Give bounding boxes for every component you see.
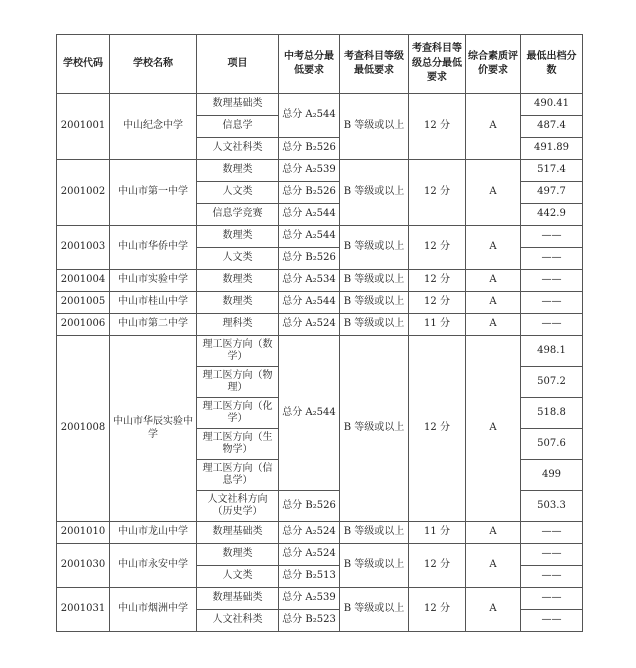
min-score: 497.7 [521,182,583,204]
quality-requirement: A [466,226,521,270]
school-name: 中山市实验中学 [110,270,197,292]
quality-requirement: A [466,94,521,160]
zhongkao-requirement: 总分 A₂534 [279,270,340,292]
min-score: —— [521,314,583,336]
subject-grade-requirement: B 等级或以上 [340,94,409,160]
item-name: 数理基础类 [197,588,279,610]
school-name: 中山市桂山中学 [110,292,197,314]
min-score: —— [521,566,583,588]
min-score: —— [521,544,583,566]
school-code: 2001031 [57,588,110,632]
min-score: 487.4 [521,116,583,138]
school-name: 中山市永安中学 [110,544,197,588]
item-name: 信息学竞赛 [197,204,279,226]
item-name: 人文类 [197,248,279,270]
min-score: 499 [521,460,583,491]
subject-grade-requirement: B 等级或以上 [340,588,409,632]
item-name: 数理类 [197,226,279,248]
item-name: 理工医方向（化学） [197,398,279,429]
zhongkao-requirement: 总分 B₂526 [279,491,340,522]
school-code: 2001004 [57,270,110,292]
table-row [57,544,583,566]
zhongkao-requirement: 总分 A₂544 [279,204,340,226]
quality-requirement: A [466,336,521,522]
school-code: 2001008 [57,336,110,522]
school-code: 2001001 [57,94,110,160]
subject-grade-requirement: B 等级或以上 [340,160,409,226]
zhongkao-requirement: 总分 B₂526 [279,182,340,204]
school-name: 中山纪念中学 [110,94,197,160]
item-name: 数理类 [197,292,279,314]
subject-grade-requirement: B 等级或以上 [340,314,409,336]
table-row [57,270,583,292]
subject-grade-requirement: B 等级或以上 [340,544,409,588]
min-score: 507.6 [521,429,583,460]
quality-requirement: A [466,314,521,336]
school-code: 2001006 [57,314,110,336]
min-score: 498.1 [521,336,583,367]
quality-requirement: A [466,270,521,292]
grade-total-requirement: 12 分 [409,292,466,314]
header-zhongkao-min: 中考总分最低要求 [279,35,340,94]
subject-grade-requirement: B 等级或以上 [340,522,409,544]
zhongkao-requirement: 总分 A₂544 [279,292,340,314]
min-score: 507.2 [521,367,583,398]
school-name: 中山市烟洲中学 [110,588,197,632]
item-name: 数理基础类 [197,522,279,544]
zhongkao-requirement: 总分 A₂539 [279,160,340,182]
min-score: 491.89 [521,138,583,160]
subject-grade-requirement: B 等级或以上 [340,270,409,292]
table-row [57,160,583,182]
grade-total-requirement: 12 分 [409,94,466,160]
zhongkao-requirement: 总分 B₂513 [279,566,340,588]
zhongkao-requirement: 总分 B₂526 [279,138,340,160]
min-score: —— [521,522,583,544]
min-score: —— [521,248,583,270]
item-name: 数理类 [197,270,279,292]
admission-score-table [56,34,583,632]
grade-total-requirement: 12 分 [409,544,466,588]
item-name: 理工医方向（生物学） [197,429,279,460]
school-name: 中山市第二中学 [110,314,197,336]
header-grade-total-min: 考查科目等级总分最低要求 [409,35,466,94]
zhongkao-requirement: 总分 B₂523 [279,610,340,632]
zhongkao-requirement: 总分 A₂544 [279,226,340,248]
school-name: 中山市龙山中学 [110,522,197,544]
table-row [57,522,583,544]
min-score: —— [521,610,583,632]
min-score: 490.41 [521,94,583,116]
school-code: 2001003 [57,226,110,270]
header-min-score: 最低出档分数 [521,35,583,94]
header-row [57,35,583,94]
item-name: 数理类 [197,160,279,182]
quality-requirement: A [466,544,521,588]
zhongkao-requirement: 总分 A₂544 [279,336,340,491]
quality-requirement: A [466,292,521,314]
min-score: —— [521,226,583,248]
grade-total-requirement: 11 分 [409,314,466,336]
subject-grade-requirement: B 等级或以上 [340,336,409,522]
item-name: 理科类 [197,314,279,336]
item-name: 信息学 [197,116,279,138]
zhongkao-requirement: 总分 B₂526 [279,248,340,270]
item-name: 人文类 [197,566,279,588]
item-name: 理工医方向（物理） [197,367,279,398]
grade-total-requirement: 11 分 [409,522,466,544]
quality-requirement: A [466,588,521,632]
header-school-name: 学校名称 [110,35,197,94]
school-code: 2001010 [57,522,110,544]
item-name: 人文社科类 [197,610,279,632]
table-row [57,314,583,336]
header-school-code: 学校代码 [57,35,110,94]
min-score: 517.4 [521,160,583,182]
min-score: 518.8 [521,398,583,429]
grade-total-requirement: 12 分 [409,226,466,270]
grade-total-requirement: 12 分 [409,336,466,522]
zhongkao-requirement: 总分 A₂524 [279,544,340,566]
item-name: 数理基础类 [197,94,279,116]
quality-requirement: A [466,160,521,226]
table-row [57,588,583,610]
grade-total-requirement: 12 分 [409,588,466,632]
school-code: 2001005 [57,292,110,314]
header-subject-grade-min: 考查科目等级最低要求 [340,35,409,94]
table-row [57,292,583,314]
min-score: 503.3 [521,491,583,522]
item-name: 数理类 [197,544,279,566]
zhongkao-requirement: 总分 A₂544 [279,94,340,138]
grade-total-requirement: 12 分 [409,160,466,226]
item-name: 人文类 [197,182,279,204]
header-item: 项目 [197,35,279,94]
school-name: 中山市第一中学 [110,160,197,226]
quality-requirement: A [466,522,521,544]
zhongkao-requirement: 总分 A₂524 [279,314,340,336]
school-name: 中山市华侨中学 [110,226,197,270]
item-name: 理工医方向（信息学） [197,460,279,491]
school-name: 中山市华辰实验中学 [110,336,197,522]
min-score: —— [521,292,583,314]
table-row [57,336,583,367]
school-code: 2001030 [57,544,110,588]
min-score: —— [521,270,583,292]
min-score: 442.9 [521,204,583,226]
zhongkao-requirement: 总分 A₂539 [279,588,340,610]
grade-total-requirement: 12 分 [409,270,466,292]
table-row [57,226,583,248]
item-name: 理工医方向（数学） [197,336,279,367]
subject-grade-requirement: B 等级或以上 [340,292,409,314]
table-row [57,94,583,116]
header-quality-eval: 综合素质评价要求 [466,35,521,94]
school-code: 2001002 [57,160,110,226]
zhongkao-requirement: 总分 A₂524 [279,522,340,544]
min-score: —— [521,588,583,610]
item-name: 人文社科类 [197,138,279,160]
item-name: 人文社科方向（历史学） [197,491,279,522]
subject-grade-requirement: B 等级或以上 [340,226,409,270]
